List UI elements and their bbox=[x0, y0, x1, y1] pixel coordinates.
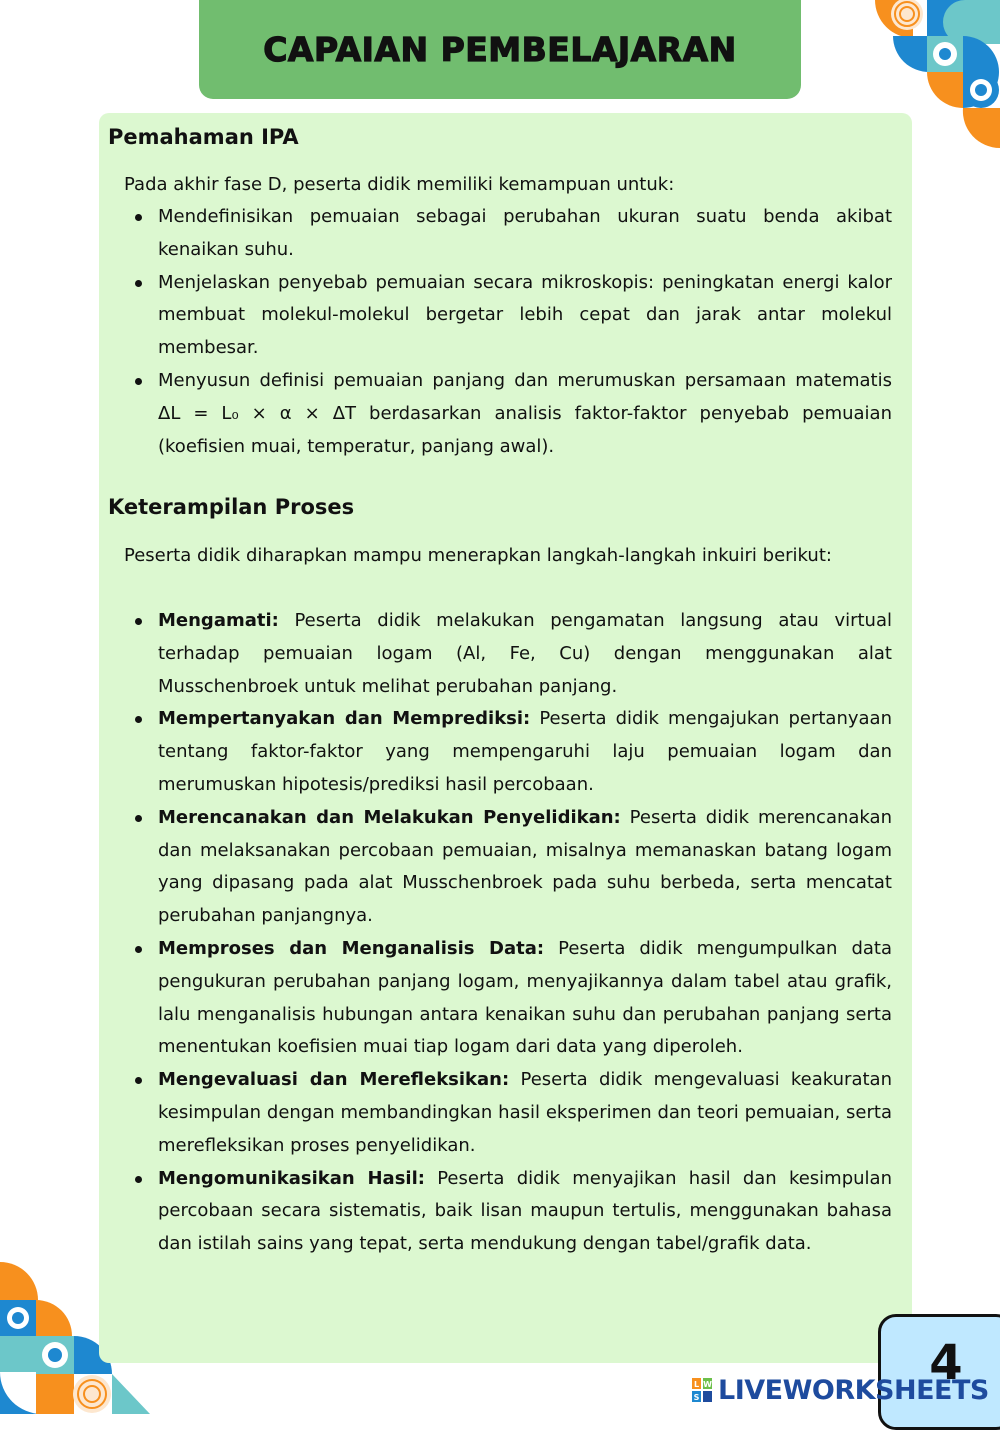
list-item bbox=[124, 1163, 892, 1261]
list-item-label: Mempertanyakan dan Memprediksi: bbox=[158, 708, 531, 730]
list-item-label: Mengomunikasikan Hasil: bbox=[158, 1167, 425, 1189]
svg-text:L: L bbox=[693, 1380, 700, 1389]
list-item-text: Peserta didik mengajukan pertanyaan tentang faktor-faktor yang mempengaruhi laju pemuaian logam dan merumuskan hipotesis/prediksi hasil percobaan. bbox=[158, 708, 892, 795]
list-item-text: Menyusun definisi pemuaian panjang dan merumuskan persamaan matematis ΔL = L₀ × α × ΔT berdasarkan analisis faktor-faktor penyebab pemuaian (koefisien muai, temperatur, panjang awal). bbox=[158, 369, 892, 457]
list-item bbox=[124, 933, 892, 1064]
section1-list bbox=[124, 201, 892, 463]
list-item-text: Peserta didik merencanakan dan melaksanakan percobaan pemuaian, misalnya memanaskan batang logam yang dipasang pada alat Musschenbroek pada suhu berbeda, serta mencatat perubahan panjangnya. bbox=[158, 806, 892, 927]
section2-intro: Peserta didik diharapkan mampu menerapkan langkah-langkah inkuiri berikut: bbox=[124, 545, 832, 566]
list-item bbox=[124, 267, 892, 365]
list-item bbox=[124, 1064, 892, 1162]
list-item-label: Mengevaluasi dan Merefleksikan: bbox=[158, 1069, 510, 1091]
section2-list bbox=[124, 605, 892, 1261]
list-item bbox=[124, 802, 892, 933]
list-item-label: Memproses dan Menganalisis Data: bbox=[158, 937, 545, 959]
list-item bbox=[124, 201, 892, 267]
svg-text:S: S bbox=[693, 1393, 700, 1402]
list-item-text: Menjelaskan penyebab pemuaian secara mikroskopis: peningkatan energi kalor membuat molekul-molekul bergetar lebih cepat dan jarak antar molekul membesar. bbox=[158, 271, 892, 359]
liveworksheets-icon bbox=[692, 1378, 712, 1402]
list-item-label: Merencanakan dan Melakukan Penyelidikan: bbox=[158, 806, 621, 828]
list-item-text: Peserta didik mengevaluasi keakuratan kesimpulan dengan membandingkan hasil eksperimen dan teori pemuaian, serta merefleksikan proses penyelidikan. bbox=[158, 1069, 892, 1156]
list-item-text: Peserta didik menyajikan hasil dan kesimpulan percobaan secara sistematis, baik lisan maupun tertulis, menggunakan bahasa dan istilah sains yang tepat, serta mendukung dengan tabel/grafik data. bbox=[158, 1167, 892, 1255]
svg-text:W: W bbox=[703, 1380, 712, 1389]
section1-intro: Pada akhir fase D, peserta didik memiliki kemampuan untuk: bbox=[124, 174, 675, 195]
list-item bbox=[124, 703, 892, 801]
liveworksheets-logo[interactable] bbox=[692, 1375, 989, 1405]
list-item-label: Mengamati: bbox=[158, 610, 279, 631]
list-item-text: Peserta didik melakukan pengamatan langsung atau virtual terhadap pemuaian logam (Al, Fe, Cu) dengan menggunakan alat Musschenbroek untuk melihat perubahan panjang. bbox=[158, 610, 892, 697]
list-item-text: Peserta didik mengumpulkan data pengukuran perubahan panjang logam, menyajikannya dalam tabel atau grafik, lalu menganalisis hubungan antara kenaikan suhu dan perubahan panjang serta menentukan koefisien muai tiap logam dari data yang diperoleh. bbox=[158, 937, 893, 1058]
section-title-pemahaman-ipa: Pemahaman IPA bbox=[108, 125, 299, 149]
content-card bbox=[99, 113, 912, 1363]
title-banner bbox=[199, 0, 801, 99]
page-number: 4 bbox=[929, 1335, 963, 1391]
liveworksheets-brand-text: LIVEWORKSHEETS bbox=[718, 1374, 989, 1406]
list-item-text: Mendefinisikan pemuaian sebagai perubahan ukuran suatu benda akibat kenaikan suhu. bbox=[158, 206, 892, 260]
list-item bbox=[124, 605, 892, 703]
page-title: CAPAIAN PEMBELAJARAN bbox=[263, 30, 737, 69]
list-item bbox=[124, 365, 892, 463]
page-number-badge bbox=[878, 1314, 1000, 1430]
section-title-keterampilan-proses: Keterampilan Proses bbox=[108, 495, 355, 519]
